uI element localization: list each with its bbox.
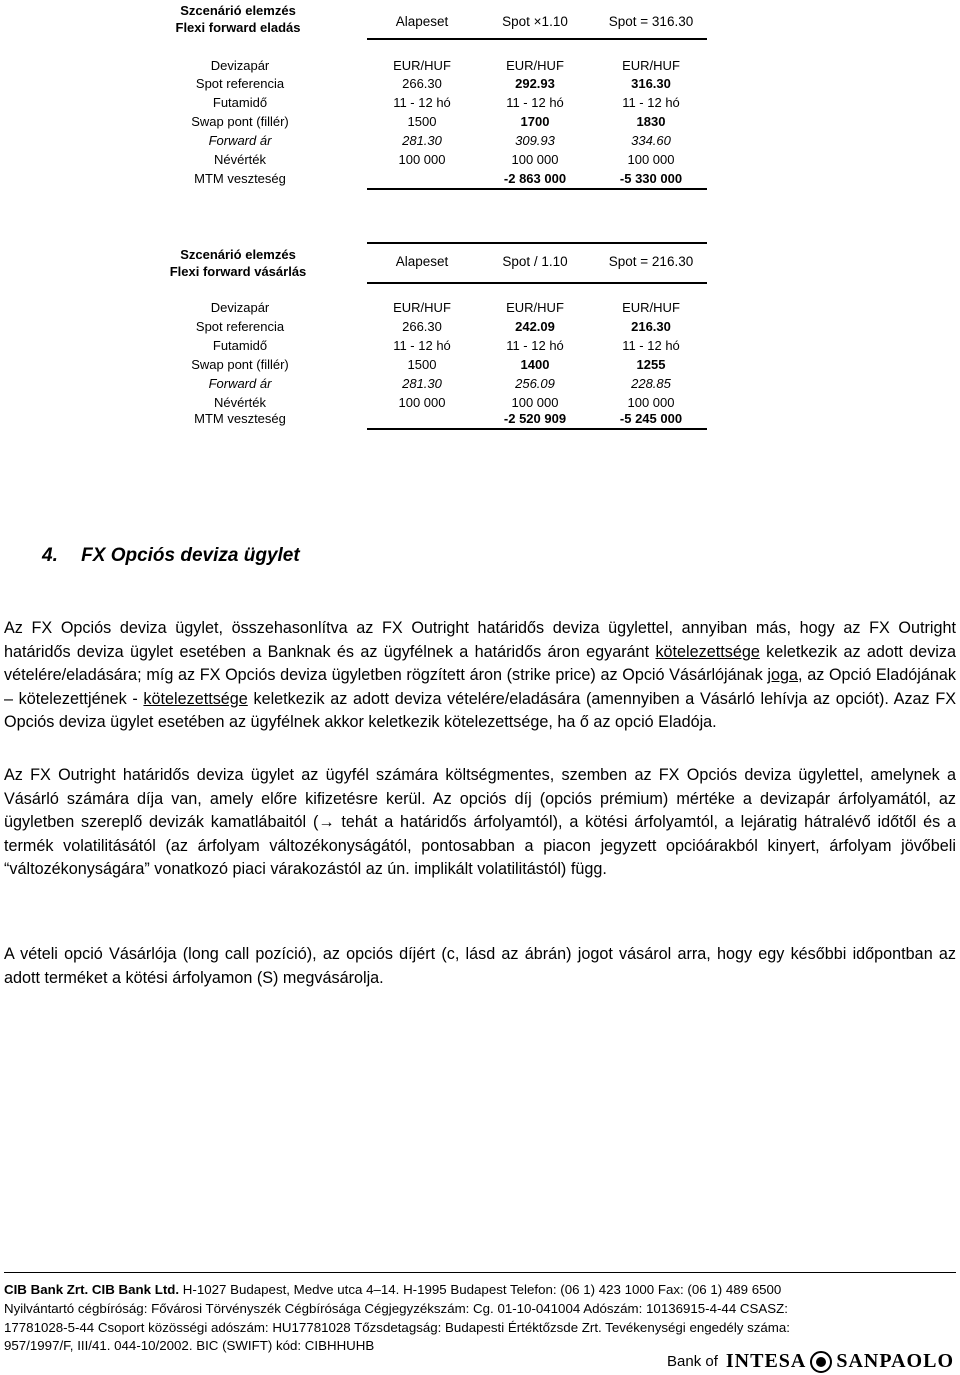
- scenario-title-line1: Szcenárió elemzés: [180, 3, 296, 18]
- row-label: Spot referencia: [195, 319, 285, 334]
- text-run: az Opció Eladójának – kötelezettjének -: [4, 666, 956, 708]
- footer-address: H-1027 Budapest, Medve utca 4–14. H-1995 Budapest Telefon: (06 1) 423 1000 Fax: (06 1) 489 6500: [179, 1282, 782, 1297]
- column-header-spot-down: Spot / 1.10: [502, 254, 568, 269]
- cell: 1830: [636, 114, 666, 129]
- row-label: Swap pont (fillér): [191, 114, 289, 129]
- cell: 1700: [520, 114, 550, 129]
- table-row: [0, 411, 960, 429]
- column-header-base: Alapeset: [395, 14, 449, 29]
- cell: 228.85: [631, 376, 671, 391]
- text-run: Az FX Opciós deviza ügylet, összehasonlítva az FX Outright határidős deviza ügylettel, annyiban más, hogy az FX Outright határidős deviza ügylet esetében a Banknak és az ügyfélnek a határidős áron egyaránt: [4, 619, 956, 661]
- paragraph-3: A vételi opció Vásárlója (long call pozíció), az opciós díjért (c, lásd az ábrán) jogot vásárol arra, hogy egy későbbi időpontban az adott terméket a kötési árfolyamon (S) megvásárolja.: [4, 945, 956, 987]
- underlined-text: joga,: [767, 666, 803, 685]
- cell: 1500: [407, 114, 437, 129]
- cell: 100 000: [627, 395, 675, 410]
- footer-line-4: 957/1997/F, III/41. 044-10/2002. BIC (SWIFT) kód: CIBHHUHB: [4, 1338, 375, 1353]
- underlined-text: kötelezettsége: [143, 689, 248, 708]
- section-title: FX Opciós deviza ügylet: [81, 545, 300, 566]
- row-label: Futamidő: [212, 338, 268, 353]
- text-run: keletkezik az adott deviza vételére/eladására (amennyiben a Vásárló lehívja az opciót). Azaz FX Opciós deviza ügylet esetében az ügyfélnek akkor keletkezik kötelezettsége, ha ő az opció Eladója.: [4, 689, 956, 732]
- section-heading: [42, 545, 300, 567]
- text-run: keletkezik az adott deviza vételére/eladására; míg az FX Opciós deviza ügyletben rögzített áron (strike price) az Opció Vásárlójának: [4, 642, 956, 685]
- scenario-title: [158, 2, 318, 36]
- footer-line-1: [4, 1280, 956, 1300]
- table-row: [0, 376, 960, 394]
- cell: EUR/HUF: [393, 58, 451, 73]
- table-row: [0, 58, 960, 76]
- table-row: [0, 357, 960, 375]
- column-header-spot-up: Spot ×1.10: [502, 14, 568, 29]
- scenario-header: [0, 2, 960, 42]
- cell: 100 000: [511, 152, 559, 167]
- scenario-title-line1: Szcenárió elemzés: [180, 247, 296, 262]
- table-row: [0, 300, 960, 318]
- row-label: Névérték: [213, 152, 267, 167]
- cell: 1500: [407, 357, 437, 372]
- cell: 281.30: [402, 376, 442, 391]
- scenario-header: [0, 242, 960, 282]
- row-label: MTM veszteség: [194, 411, 286, 426]
- table-row: [0, 152, 960, 170]
- cell: 256.09: [515, 376, 555, 391]
- row-label: Spot referencia: [195, 76, 285, 91]
- cell: 266.30: [402, 319, 442, 334]
- cell: -5 245 000: [619, 411, 683, 426]
- table-row: [0, 338, 960, 356]
- row-label: Futamidő: [212, 95, 268, 110]
- paragraph-1: [4, 617, 956, 735]
- table-rule-bottom: [367, 428, 707, 430]
- cell: 100 000: [627, 152, 675, 167]
- table-rule-top: [367, 242, 707, 244]
- row-label: Swap pont (fillér): [191, 357, 289, 372]
- paragraph-2: Az FX Outright határidős deviza ügylet az ügyfél számára költségmentes, szemben az FX Opciós deviza ügylettel, amelynek a Vásárló számára díja van, amely előre kifizetésre kerül. Az opciós díj (opciós prémium) mértéke a devizapár árfolyamától, az ügyletben szereplő devizák kamatlábaitól (→ tehát a határidős árfolyamtól), a kötési árfolyamtól, a lejáratig hátralévő időtől és a termék volatilitásától (az árfolyam változékonyságától, pontosabban a piacon jegyzett opcióárakból kinyert, árfolyam jövőbeli “változékonyságára” vonatkozó piaci várakozástól az ún. implikált volatilitástól) függ.: [4, 766, 956, 879]
- footer-line-2: Nyilvántartó cégbíróság: Fővárosi Törvényszék Cégbírósága Cégjegyzékszám: Cg. 01-10-041004 Adószám: 10136915-4-44 CSASZ:: [4, 1301, 788, 1316]
- cell: 100 000: [511, 395, 559, 410]
- cell: 281.30: [402, 133, 442, 148]
- cell: 11 - 12 hó: [622, 338, 680, 353]
- logo-sanpaolo: SANPAOLO: [836, 1350, 954, 1372]
- cell: 100 000: [398, 395, 446, 410]
- logo-bank-of: Bank of: [667, 1353, 718, 1370]
- cell: 1255: [636, 357, 666, 372]
- table-rule-mid: [367, 282, 707, 284]
- column-header-base: Alapeset: [395, 254, 449, 269]
- row-label: Névérték: [213, 395, 267, 410]
- table-row: [0, 133, 960, 151]
- table-row: [0, 114, 960, 132]
- cell: 216.30: [631, 319, 671, 334]
- scenario-title-line2: Flexi forward eladás: [175, 20, 301, 35]
- cell: 11 - 12 hó: [393, 95, 451, 110]
- footer-company-name: CIB Bank Zrt. CIB Bank Ltd.: [4, 1282, 180, 1297]
- cell: EUR/HUF: [506, 300, 564, 315]
- cell: 316.30: [631, 76, 671, 91]
- cell: 11 - 12 hó: [506, 338, 564, 353]
- cell: EUR/HUF: [622, 300, 680, 315]
- emblem-icon: [810, 1351, 832, 1373]
- cell: EUR/HUF: [393, 300, 451, 315]
- cell: 1400: [520, 357, 550, 372]
- row-label: Forward ár: [208, 376, 272, 391]
- cell: 11 - 12 hó: [393, 338, 451, 353]
- logo-intesa: INTESA: [725, 1350, 807, 1372]
- cell: -2 863 000: [503, 171, 567, 186]
- table-row: [0, 95, 960, 113]
- cell: 100 000: [398, 152, 446, 167]
- cell: 242.09: [515, 319, 555, 334]
- underlined-text: kötelezettsége: [655, 642, 760, 661]
- cell: EUR/HUF: [622, 58, 680, 73]
- row-label: Devizapár: [210, 58, 270, 73]
- column-header-spot-fixed: Spot = 316.30: [608, 14, 694, 29]
- cell: 334.60: [631, 133, 671, 148]
- cell: 292.93: [515, 76, 555, 91]
- row-label: MTM veszteség: [194, 171, 286, 186]
- footer-line-3: 17781028-5-44 Csoport közösségi adószám: HU17781028 Tőzsdetagság: Budapesti Értéktőzsde Zrt. Tevékenységi engedély száma:: [4, 1320, 790, 1335]
- cell: 11 - 12 hó: [622, 95, 680, 110]
- table-row: [0, 171, 960, 189]
- row-label: Devizapár: [210, 300, 270, 315]
- table-rule-top: [367, 38, 707, 40]
- table-row: [0, 319, 960, 337]
- row-label: Forward ár: [208, 133, 272, 148]
- cell: 11 - 12 hó: [506, 95, 564, 110]
- cell: 309.93: [515, 133, 555, 148]
- scenario-title: [158, 246, 318, 280]
- cell: EUR/HUF: [506, 58, 564, 73]
- section-number: 4.: [42, 545, 58, 566]
- table-rule-bottom: [367, 188, 707, 190]
- footer-rule: [4, 1272, 956, 1273]
- bank-logo: [667, 1350, 954, 1374]
- scenario-title-line2: Flexi forward vásárlás: [169, 264, 307, 279]
- column-header-spot-fixed: Spot = 216.30: [608, 254, 694, 269]
- table-row: [0, 76, 960, 94]
- cell: 266.30: [402, 76, 442, 91]
- cell: -2 520 909: [503, 411, 567, 426]
- cell: -5 330 000: [619, 171, 683, 186]
